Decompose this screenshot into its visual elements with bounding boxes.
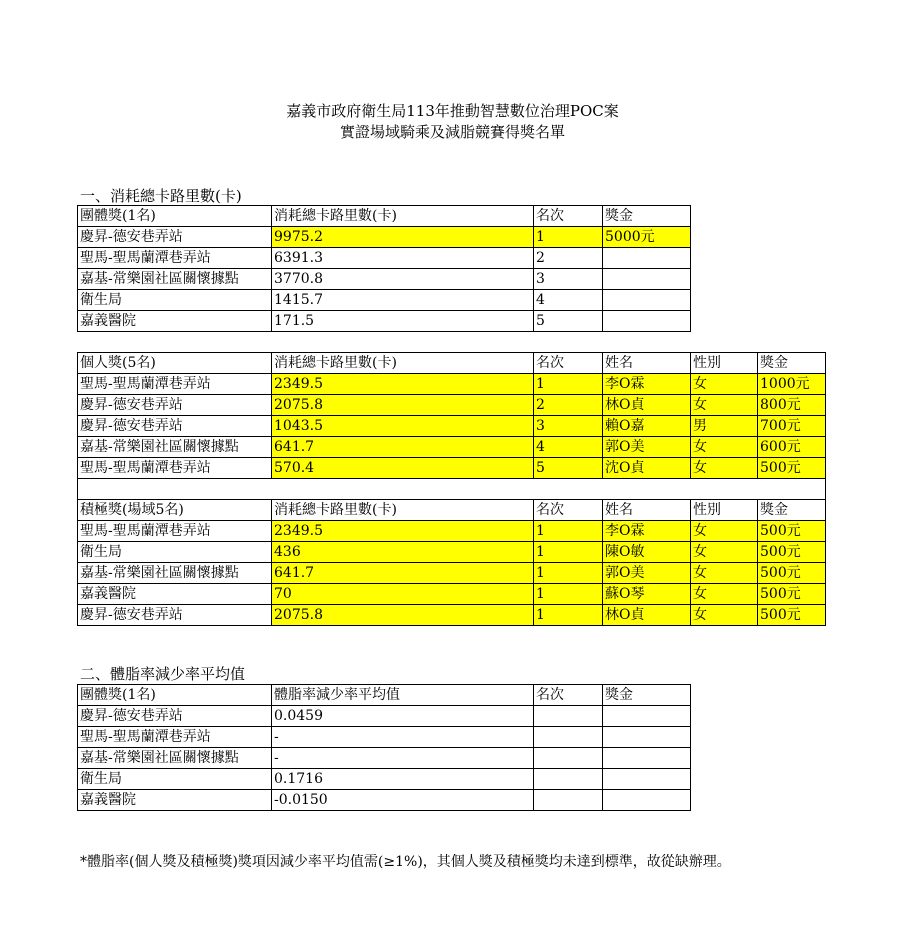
table-row (78, 395, 826, 416)
calorie-cell: 641.7 (272, 437, 534, 458)
table-row (78, 769, 691, 790)
table-header-row (78, 353, 826, 374)
bodyfat-cell: - (272, 748, 534, 769)
prize-cell: 800元 (758, 395, 826, 416)
header-cell: 名次 (534, 500, 603, 521)
site-cell: 嘉基-常樂園社區關懷據點 (78, 269, 272, 290)
calorie-cell: 641.7 (272, 563, 534, 584)
table-row (78, 521, 826, 542)
name-cell: 李O霖 (603, 374, 691, 395)
calorie-cell: 6391.3 (272, 248, 534, 269)
calorie-cell: 2075.8 (272, 605, 534, 626)
rank-cell: 3 (534, 416, 603, 437)
header-cell: 姓名 (603, 353, 691, 374)
header-cell: 團體獎(1名) (78, 685, 272, 706)
rank-cell: 4 (534, 437, 603, 458)
prize-cell (603, 748, 691, 769)
rank-cell: 1 (534, 563, 603, 584)
calorie-cell: 436 (272, 542, 534, 563)
header-cell: 名次 (534, 685, 603, 706)
table-row (78, 706, 691, 727)
name-cell: 林O貞 (603, 605, 691, 626)
calorie-cell: 1415.7 (272, 290, 534, 311)
gender-cell: 女 (691, 542, 758, 563)
prize-cell (603, 790, 691, 811)
rank-cell: 2 (534, 248, 603, 269)
gender-cell: 女 (691, 437, 758, 458)
prize-cell: 500元 (758, 458, 826, 479)
gender-cell: 女 (691, 374, 758, 395)
site-cell: 慶昇-德安巷弄站 (78, 416, 272, 437)
name-cell: 蘇O琴 (603, 584, 691, 605)
section1-heading: 一、消耗總卡路里數(卡) (80, 187, 242, 205)
gender-cell: 女 (691, 521, 758, 542)
table-row (78, 416, 826, 437)
rank-cell: 5 (534, 458, 603, 479)
bodyfat-cell: 0.1716 (272, 769, 534, 790)
site-cell: 衛生局 (78, 290, 272, 311)
rank-cell: 1 (534, 374, 603, 395)
header-cell: 獎金 (758, 500, 826, 521)
bodyfat-cell: 0.0459 (272, 706, 534, 727)
gender-cell: 女 (691, 395, 758, 416)
site-cell: 嘉義醫院 (78, 790, 272, 811)
table-row (78, 748, 691, 769)
calorie-group-award-table (77, 205, 691, 332)
gender-cell: 男 (691, 416, 758, 437)
table-row (78, 458, 826, 479)
rank-cell (534, 748, 603, 769)
rank-cell: 1 (534, 542, 603, 563)
bodyfat-cell: -0.0150 (272, 790, 534, 811)
calorie-cell: 2075.8 (272, 395, 534, 416)
prize-cell: 1000元 (758, 374, 826, 395)
site-cell: 嘉義醫院 (78, 311, 272, 332)
header-cell: 團體獎(1名) (78, 206, 272, 227)
prize-cell: 500元 (758, 584, 826, 605)
table-row (78, 311, 691, 332)
bodyfat-group-award-table (77, 684, 691, 811)
header-cell: 名次 (534, 206, 603, 227)
rank-cell: 1 (534, 227, 603, 248)
header-cell: 消耗總卡路里數(卡) (272, 500, 534, 521)
table-row (78, 248, 691, 269)
site-cell: 嘉基-常樂園社區關懷據點 (78, 437, 272, 458)
calorie-cell: 2349.5 (272, 521, 534, 542)
table-header-row (78, 206, 691, 227)
site-cell: 衛生局 (78, 769, 272, 790)
header-cell: 消耗總卡路里數(卡) (272, 206, 534, 227)
calorie-cell: 3770.8 (272, 269, 534, 290)
document-title: 嘉義市政府衛生局113年推動智慧數位治理POC案 (286, 102, 619, 120)
header-cell: 消耗總卡路里數(卡) (272, 353, 534, 374)
prize-cell: 500元 (758, 521, 826, 542)
rank-cell: 2 (534, 395, 603, 416)
prize-cell: 500元 (758, 605, 826, 626)
site-cell: 慶昇-德安巷弄站 (78, 395, 272, 416)
name-cell: 賴O嘉 (603, 416, 691, 437)
gender-cell: 女 (691, 605, 758, 626)
prize-cell (603, 727, 691, 748)
section2-heading: 二、體脂率減少率平均值 (80, 665, 246, 683)
header-cell: 名次 (534, 353, 603, 374)
calorie-cell: 570.4 (272, 458, 534, 479)
rank-cell: 3 (534, 269, 603, 290)
gender-cell: 女 (691, 458, 758, 479)
table-header-row (78, 685, 691, 706)
gender-cell: 女 (691, 584, 758, 605)
site-cell: 嘉基-常樂園社區關懷據點 (78, 563, 272, 584)
calorie-cell: 1043.5 (272, 416, 534, 437)
name-cell: 李O霖 (603, 521, 691, 542)
site-cell: 聖馬-聖馬蘭潭巷弄站 (78, 248, 272, 269)
site-cell: 慶昇-德安巷弄站 (78, 227, 272, 248)
table-row (78, 584, 826, 605)
prize-cell: 600元 (758, 437, 826, 458)
prize-cell (603, 248, 691, 269)
rank-cell (534, 727, 603, 748)
rank-cell: 1 (534, 584, 603, 605)
rank-cell (534, 769, 603, 790)
rank-cell: 1 (534, 605, 603, 626)
site-cell: 聖馬-聖馬蘭潭巷弄站 (78, 458, 272, 479)
rank-cell (534, 706, 603, 727)
prize-cell (603, 269, 691, 290)
rank-cell: 1 (534, 521, 603, 542)
table-row (78, 437, 826, 458)
table-row (78, 227, 691, 248)
site-cell: 慶昇-德安巷弄站 (78, 605, 272, 626)
calorie-cell: 2349.5 (272, 374, 534, 395)
table-row (78, 269, 691, 290)
name-cell: 沈O貞 (603, 458, 691, 479)
header-cell: 積極獎(場域5名) (78, 500, 272, 521)
table-row (78, 563, 826, 584)
rank-cell: 4 (534, 290, 603, 311)
table-row (78, 374, 826, 395)
prize-cell (603, 706, 691, 727)
rank-cell (534, 790, 603, 811)
table-row (78, 727, 691, 748)
bodyfat-cell: - (272, 727, 534, 748)
prize-cell: 5000元 (603, 227, 691, 248)
calorie-cell: 70 (272, 584, 534, 605)
prize-cell: 500元 (758, 563, 826, 584)
site-cell: 聖馬-聖馬蘭潭巷弄站 (78, 521, 272, 542)
calorie-individual-award-table (77, 352, 826, 626)
site-cell: 聖馬-聖馬蘭潭巷弄站 (78, 374, 272, 395)
site-cell: 聖馬-聖馬蘭潭巷弄站 (78, 727, 272, 748)
footnote: *體脂率(個人獎及積極獎)獎項因減少率平均值需(≥1%)，其個人獎及積極獎均未達到標準，故從缺辦理。 (80, 854, 731, 870)
prize-cell: 500元 (758, 542, 826, 563)
header-cell: 獎金 (758, 353, 826, 374)
header-cell: 性別 (691, 500, 758, 521)
table-row (78, 290, 691, 311)
site-cell: 慶昇-德安巷弄站 (78, 706, 272, 727)
name-cell: 郭O美 (603, 563, 691, 584)
rank-cell: 5 (534, 311, 603, 332)
site-cell: 嘉義醫院 (78, 584, 272, 605)
calorie-cell: 171.5 (272, 311, 534, 332)
table-row (78, 542, 826, 563)
document-subtitle: 實證場域騎乘及減脂競賽得獎名單 (339, 123, 565, 141)
header-cell: 獎金 (603, 206, 691, 227)
header-cell: 性別 (691, 353, 758, 374)
prize-cell (603, 311, 691, 332)
prize-cell: 700元 (758, 416, 826, 437)
header-cell: 獎金 (603, 685, 691, 706)
prize-cell (603, 769, 691, 790)
prize-cell (603, 290, 691, 311)
table-row (78, 605, 826, 626)
name-cell: 郭O美 (603, 437, 691, 458)
table-header-row (78, 500, 826, 521)
header-cell: 體脂率減少率平均值 (272, 685, 534, 706)
gender-cell: 女 (691, 563, 758, 584)
table-row (78, 790, 691, 811)
header-cell: 姓名 (603, 500, 691, 521)
calorie-cell: 9975.2 (272, 227, 534, 248)
spacer-row (78, 479, 826, 500)
name-cell: 林O貞 (603, 395, 691, 416)
name-cell: 陳O敏 (603, 542, 691, 563)
header-cell: 個人獎(5名) (78, 353, 272, 374)
site-cell: 衛生局 (78, 542, 272, 563)
site-cell: 嘉基-常樂園社區關懷據點 (78, 748, 272, 769)
